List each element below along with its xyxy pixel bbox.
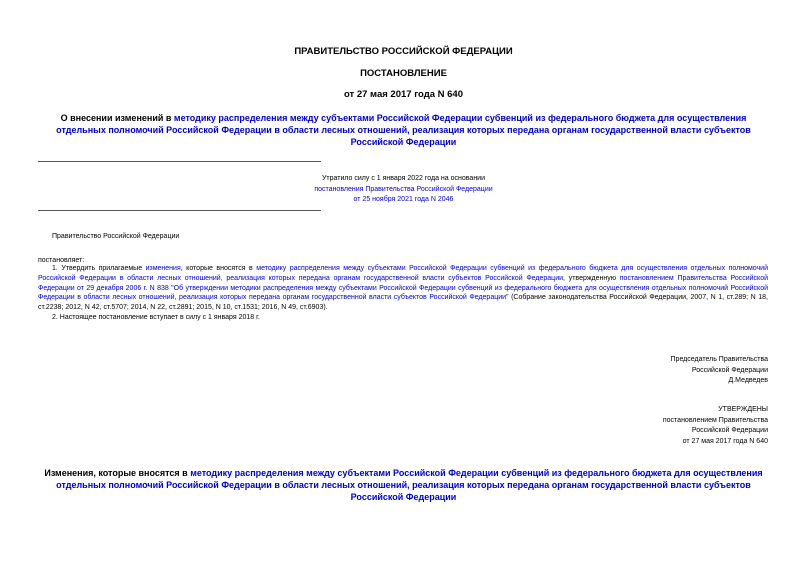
repeal-decree-link[interactable]: постановления Правительства Российской Федерации	[314, 185, 493, 193]
decree-838-link[interactable]: постановлением Правительства Российской Федерации от 29 декабря 2006 г. N 838 "Об утверждении методики распределения между субъектами Российской Федерации субвенций из федерального бюджета для осуществления отдельных полномочий Российской Федерации в области лесных отношений, реализация которых передана органам государственной власти субъектов Российской Федерации"	[38, 274, 768, 302]
annex-title	[38, 467, 769, 503]
approved-country: Российской Федерации	[691, 427, 768, 434]
paragraph-1	[38, 264, 768, 313]
approved-date: от 27 мая 2017 года N 640	[682, 437, 768, 445]
paragraph-2: 2. Настоящее постановление вступает в силу с 1 января 2018 г.	[52, 314, 260, 321]
repeal-note	[227, 174, 580, 206]
repeal-decree-date-link[interactable]: от 25 ноября 2021 года N 2046	[353, 196, 454, 203]
p1-text-c: , утвержденную	[563, 274, 620, 282]
signature-country: Российской Федерации	[691, 366, 768, 374]
annex-method-link[interactable]: методику распределения между субъектами Российской Федерации субвенций из федерального бюджета для осуществления отдельных полномочий Российской Федерации в области лесных отношений, реализация которых передана органам государственной власти субъектов Российской Федерации	[56, 468, 763, 502]
p1-text-b: , которые вносятся в	[180, 265, 257, 272]
changes-link[interactable]: изменения	[145, 265, 181, 272]
repeal-text: Утратило силу с 1 января 2022 года на основании	[321, 175, 486, 182]
approved-by: постановлением Правительства	[662, 416, 768, 424]
method-link[interactable]: методику распределения между субъектами Российской Федерации субвенций из федерального бюджета для осуществления отдельных полномочий Российской Федерации в области лесных отношений, реализация которых передана органам государственной власти субъектов Российской Федерации	[38, 265, 768, 282]
approved-label: УТВЕРЖДЕНЫ	[718, 406, 768, 413]
signature-name: Д.Медведев	[728, 377, 768, 384]
annex-title-prefix: Изменения, которые вносятся в	[44, 468, 191, 478]
divider-bottom	[38, 210, 321, 211]
p1-text-a: 1. Утвердить прилагаемые	[52, 265, 146, 272]
approved-block	[663, 405, 768, 447]
signature-position: Председатель Правительства	[670, 356, 768, 363]
doc-type-heading: ПОСТАНОВЛЕНИЕ	[360, 68, 447, 79]
intro-text: Правительство Российской Федерации	[52, 233, 180, 240]
document-title	[38, 112, 769, 148]
divider-top	[38, 161, 321, 162]
title-method-link[interactable]: методику распределения между субъектами Российской Федерации субвенций из федерального бюджета для осуществления отдельных полномочий Российской Федерации в области лесных отношений, реализация которых передана органам государственной власти субъектов Российской Федерации	[56, 113, 751, 147]
p1-text-d: (Собрание законодательства Российской Федерации, 2007, N 1, ст.289; N 18, ст.2238; 2012, N 42, ст.5707; 2014, N 22, ст.2891; 2015, N 10, ст.1531; 2016, N 49, ст.6903).	[38, 294, 768, 312]
resolves-text: постановляет:	[38, 257, 85, 264]
signature-block	[671, 355, 768, 387]
government-heading: ПРАВИТЕЛЬСТВО РОССИЙСКОЙ ФЕДЕРАЦИИ	[294, 46, 513, 57]
title-prefix: О внесении изменений в	[60, 113, 174, 123]
doc-date: от 27 мая 2017 года N 640	[343, 89, 464, 100]
